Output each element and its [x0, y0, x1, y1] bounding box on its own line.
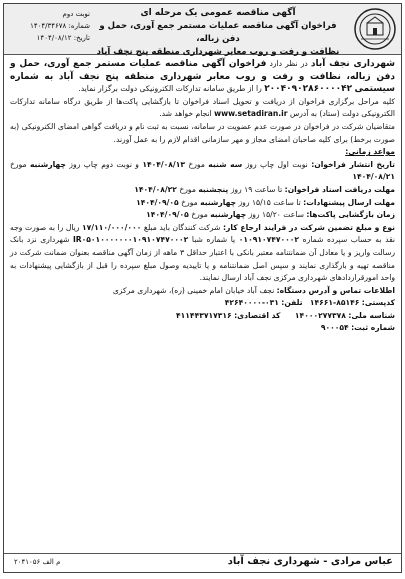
ad-meta: [10, 8, 90, 44]
national-economic-row: شناسه ملی: ۱۴۰۰۰۲۷۷۳۷۸ کد اقتصادی: ۴۱۱۴۴۳۷۱۷۳۱۶: [176, 310, 395, 320]
advertisement-page: [3, 3, 402, 573]
account-number: ۰۱۰۹۱۰۷۴۷۰۰۰۲: [238, 235, 300, 245]
ad-title-block: [93, 7, 343, 59]
opening-time-row: زمان بازگشایی پاکت‌ها: ساعت ۱۵/۲۰ روز چهارشنبه مورخ ۱۴۰۴/۰۹/۰۵: [146, 210, 395, 220]
ad-body: [10, 58, 395, 335]
municipality-logo-icon: [353, 7, 397, 51]
dates-heading: مواعد زمانی:: [345, 147, 395, 157]
guarantee-amount: ۱۷/۱۱۰/۰۰۰/۰۰۰: [82, 222, 142, 232]
ad-number: شماره: ۱۴۰۴/۳۴۶۷۸: [30, 22, 90, 30]
sheba-number: IR۰۵۰۱۰۰۰۰۰۰۰۱۰۹۱۰۷۴۷۰۰۰۲: [72, 235, 189, 245]
publish-date-row: تاریخ انتشار فراخوان: نوبت اول چاپ روز سه شنبه مورخ ۱۴۰۴/۰۸/۱۳ و نوبت دوم چاپ روز چهارشنبه مورخ ۱۴۰۴/۰۸/۲۱: [10, 159, 395, 182]
contact-row: اطلاعات تماس و آدرس دستگاه: نجف آباد خیابان امام خمینی (ره)، شهرداری مرکزی: [112, 285, 395, 295]
ad-date: تاریخ: ۱۴۰۴/۰۸/۱۲: [36, 34, 90, 42]
intro-paragraph: شهرداری نجف آباد در نظر دارد فراخوان آگهی مناقصه عملیات مستمر جمع آوری، حمل و دفن زباله، نظافت و رفت و روب معابر شهرداری منطقه پنج نجف آباد به شماره سیستمی ۲۰۰۴۰۹۰۲۸۶۰۰۰۰۴۲ را از طریق سامانه تدارکات الکترونیکی دولت برگزار نماید.: [10, 59, 395, 95]
system-number: ۲۰۰۴۰۹۰۲۸۶۰۰۰۰۴۲: [264, 84, 353, 95]
receive-deadline-row: مهلت دریافت اسناد فراخوان: تا ساعت ۱۹ روز پنجشنبه مورخ ۱۴۰۴/۰۸/۲۲: [134, 184, 395, 194]
ad-footer: [4, 553, 401, 572]
guarantee-paragraph: نوع و مبلغ تضمین شرکت در فرایند ارجاع کار: شرکت کنندگان باید مبلغ ۱۷/۱۱۰/۰۰۰/۰۰۰ ریال را به صورت وجه نقد به حساب سپرده شماره ۰۱۰۹۱۰۷۴۷۰۰۰۲ یا شماره شبا IR۰۵۰۱۰۰۰۰۰۰۰۱۰۹۱۰۷۴۷۰۰۰۲ شهرداری نزد بانک رسالت واریز و یا معادل آن ضمانتنامه معتبر بانکی با اعتبار حداقل ۳ ماهه از زمان آگهی مناقصه بعنوان ضمانت شرکت در مناقصه تهیه و بارگذاری نمایند و سپس اصل ضمانتنامه و یا تاییدیه وصول مبلغ سپرده را قبل از بازگشایی پیشنهادات به واحد امورقراردادهای شهرداری مرکزی نجف آباد ارسال نمایند.: [10, 222, 396, 283]
ad-title-line-3: نظافت و رفت و روب معابر شهرداری منطقه پنج نجف آباد: [96, 47, 340, 57]
signature: عباس مرادی - شهرداری نجف آباد: [227, 556, 393, 567]
ad-title-line-1: آگهی مناقصه عمومی یک مرحله ای: [140, 8, 296, 18]
ad-header: [4, 4, 401, 55]
process-paragraph: کلیه مراحل برگزاری فراخوان از دریافت و تحویل اسناد فراخوان تا بازگشایی پاکت‌ها از طریق درگاه سامانه تدارکات الکترونیکی دولت (ستاد) به آدرس www.setadiran.ir انجام خواهد شد.: [10, 96, 395, 119]
publish-turn: نوبت دوم: [62, 10, 90, 18]
ad-title-line-2: فراخوان آگهی مناقصه عملیات مستمر جمع آوری، حمل و دفن زباله،: [99, 21, 337, 44]
registration-row: شماره ثبت: ۹۰۰۰۵۴: [320, 323, 395, 333]
submit-deadline-row: مهلت ارسال پیشنهادات: تا ساعت ۱۵/۱۵ روز چهارشنبه مورخ ۱۴۰۴/۰۹/۰۵: [136, 197, 395, 207]
applicants-paragraph: متقاضیان شرکت در فراخوان در صورت عدم عضویت در سامانه، نسبت به ثبت نام و دریافت گواهی امضای الکترونیکی (به صورت برخط) برای کلیه صاحبان امضای مجاز و مهر سازمانی اقدام لازم را به عمل آورند.: [10, 121, 395, 144]
ad-code: م الف ۲۰۴۱۰۵۶: [14, 558, 61, 566]
setad-link[interactable]: www.setadiran.ir: [214, 109, 288, 119]
postal-phone-row: کدپستی: ۸۵۱۴۶-۱۴۶۶۱ تلفن: ۰۳۱-۴۲۶۴۰۰۰۰: [224, 298, 395, 308]
